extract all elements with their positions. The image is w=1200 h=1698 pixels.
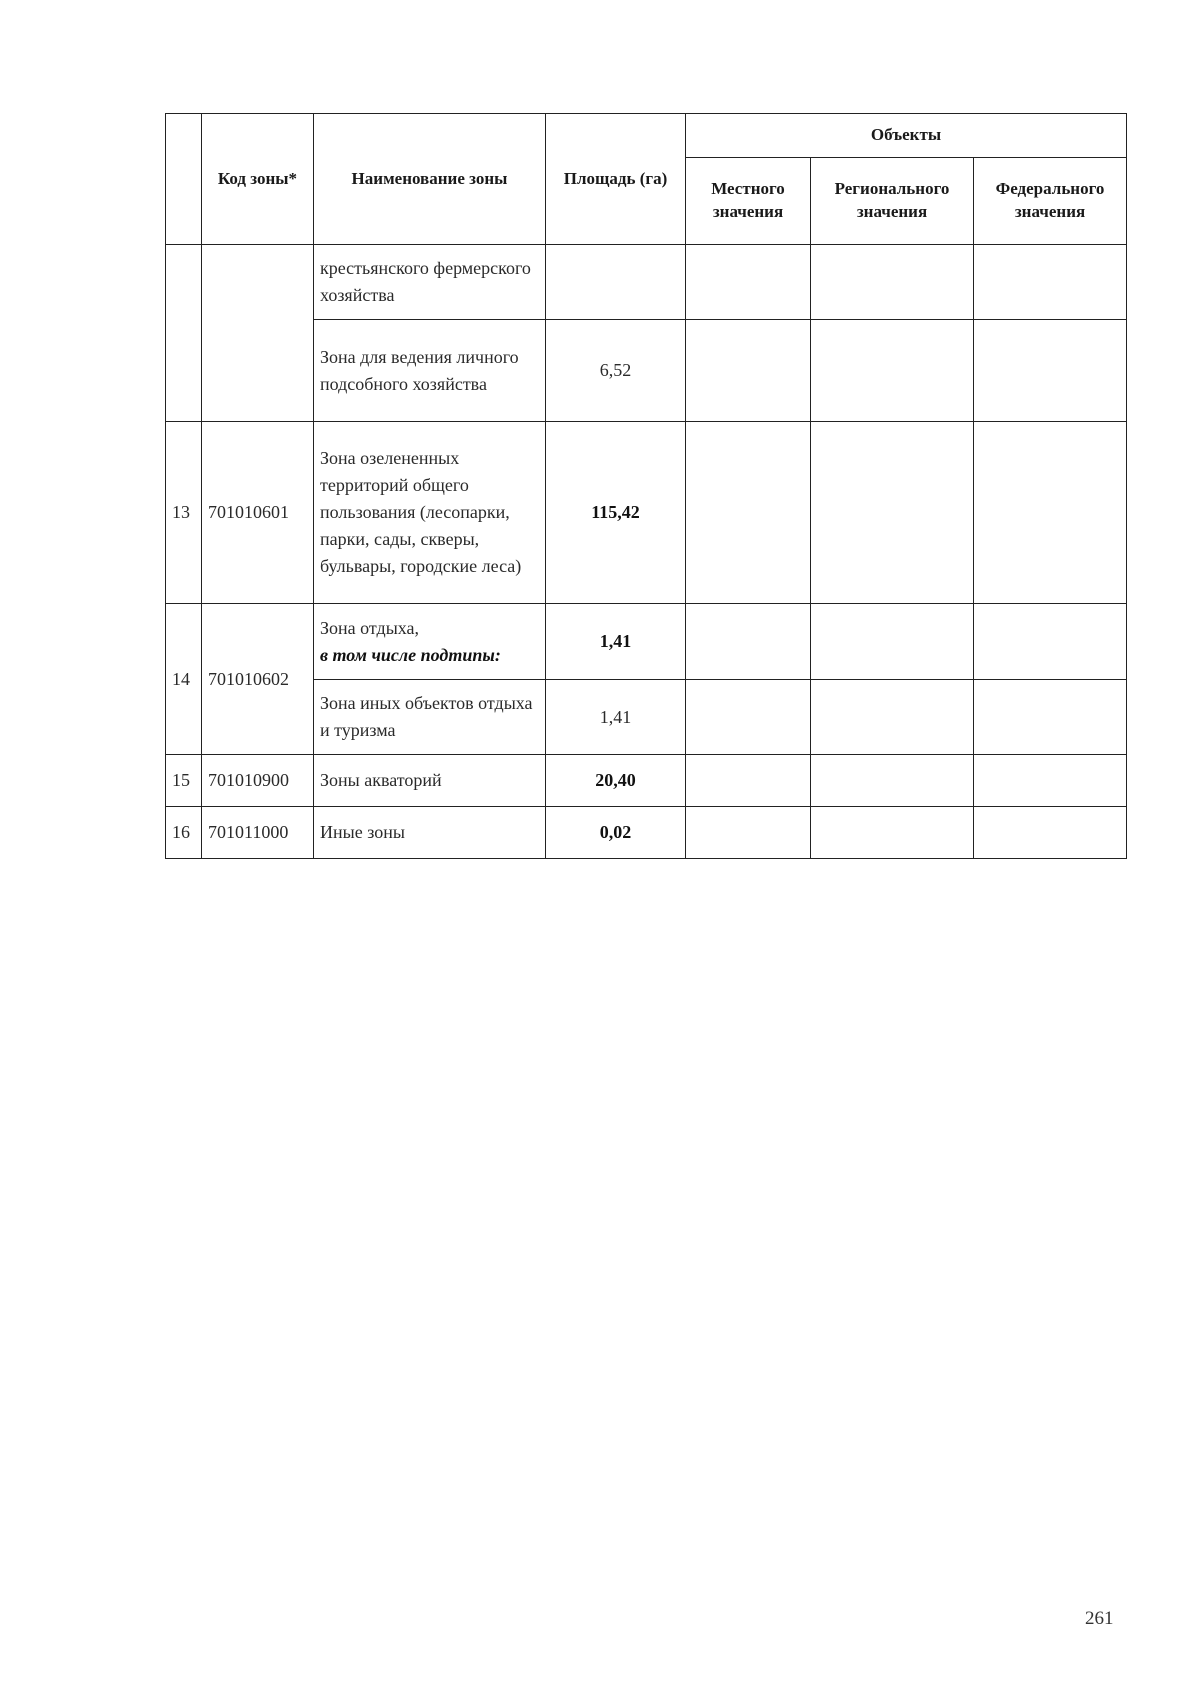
row-area: 1,41	[546, 604, 686, 680]
row-area	[546, 245, 686, 320]
row-code: 701010900	[202, 755, 314, 807]
row-federal	[974, 807, 1127, 859]
row-name: крестьянского фермерского хозяйства	[314, 245, 546, 320]
row-federal	[974, 320, 1127, 422]
row-federal	[974, 680, 1127, 755]
row-local	[686, 807, 811, 859]
header-objects: Объекты	[686, 114, 1127, 158]
row-code	[202, 245, 314, 422]
row-area: 6,52	[546, 320, 686, 422]
row-federal	[974, 422, 1127, 604]
row-federal	[974, 755, 1127, 807]
row-regional	[811, 422, 974, 604]
row-regional	[811, 604, 974, 680]
row-federal	[974, 245, 1127, 320]
row-num	[166, 245, 202, 422]
row-code: 701011000	[202, 807, 314, 859]
row-area: 115,42	[546, 422, 686, 604]
header-code: Код зоны*	[202, 114, 314, 245]
row-area: 1,41	[546, 680, 686, 755]
table-row	[166, 604, 1127, 680]
header-regional: Регионального значения	[811, 158, 974, 245]
row-local	[686, 755, 811, 807]
row-num: 16	[166, 807, 202, 859]
row-local	[686, 604, 811, 680]
row-local	[686, 680, 811, 755]
row-local	[686, 422, 811, 604]
header-num	[166, 114, 202, 245]
zones-table	[165, 113, 1127, 859]
row-name: Зона озелененных территорий общего пользования (лесопарки, парки, сады, скверы, бульвары, городские леса)	[314, 422, 546, 604]
row-name: Зона для ведения личного подсобного хозяйства	[314, 320, 546, 422]
header-row	[166, 114, 1127, 158]
header-local: Местного значения	[686, 158, 811, 245]
row-regional	[811, 680, 974, 755]
header-federal: Федерального значения	[974, 158, 1127, 245]
page-number: 261	[1085, 1608, 1114, 1629]
table-row	[166, 422, 1127, 604]
row-federal	[974, 604, 1127, 680]
row-local	[686, 245, 811, 320]
table-row	[166, 245, 1127, 320]
row-area: 20,40	[546, 755, 686, 807]
table-row	[166, 755, 1127, 807]
row-code: 701010601	[202, 422, 314, 604]
row-name: Зона иных объектов отдыха и туризма	[314, 680, 546, 755]
row-name: Иные зоны	[314, 807, 546, 859]
row-name-emphasis: в том числе подтипы:	[320, 644, 501, 665]
header-name: Наименование зоны	[314, 114, 546, 245]
row-regional	[811, 320, 974, 422]
table-row	[166, 807, 1127, 859]
row-num: 13	[166, 422, 202, 604]
row-local	[686, 320, 811, 422]
row-regional	[811, 245, 974, 320]
row-area: 0,02	[546, 807, 686, 859]
row-num: 14	[166, 604, 202, 755]
row-name	[314, 604, 546, 680]
row-num: 15	[166, 755, 202, 807]
row-name-text: Зона отдыха,	[320, 617, 420, 638]
row-regional	[811, 807, 974, 859]
row-code: 701010602	[202, 604, 314, 755]
row-name: Зоны акваторий	[314, 755, 546, 807]
header-area: Площадь (га)	[546, 114, 686, 245]
row-regional	[811, 755, 974, 807]
